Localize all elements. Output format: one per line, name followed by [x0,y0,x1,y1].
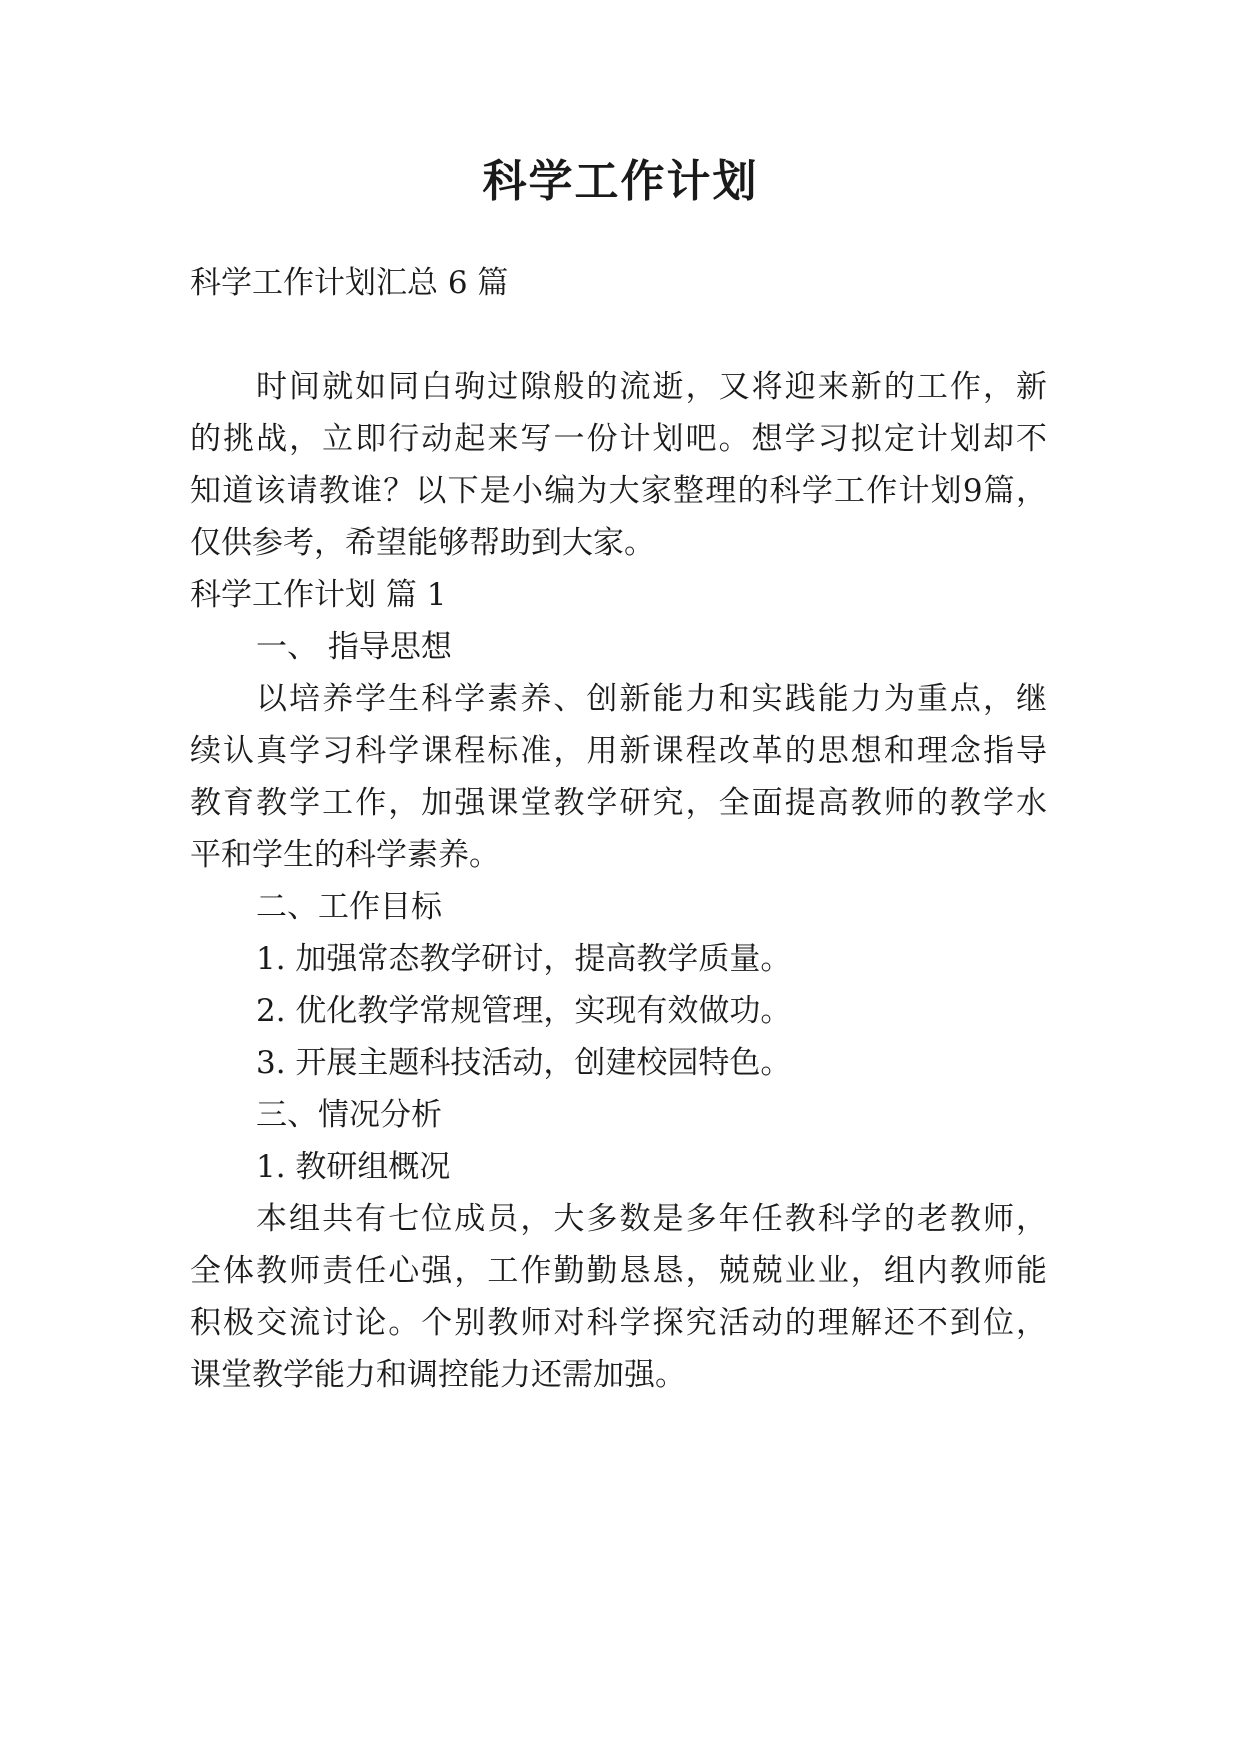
paragraph-line: 续认真学习科学课程标准，用新课程改革的思想和理念指导 [190,733,1047,769]
paragraph-line: 平和学生的科学素养。 [190,837,500,873]
intro-line: 知道该请教谁？以下是小编为大家整理的科学工作计划9篇， [190,473,1047,509]
goal-item: 3. 开展主题科技活动，创建校园特色。 [256,1045,792,1081]
intro-line: 仅供参考，希望能够帮助到大家。 [190,525,655,561]
goal-item: 2. 优化教学常规管理，实现有效做功。 [256,993,792,1029]
paragraph-line: 教育教学工作，加强课堂教学研究，全面提高教师的教学水 [190,785,1047,821]
paragraph-line: 本组共有七位成员，大多数是多年任教科学的老教师， [256,1201,1047,1237]
heading-work-goals: 二、工作目标 [256,889,442,925]
section-heading: 科学工作计划 篇 1 [190,577,447,613]
paragraph-line: 全体教师责任心强，工作勤勤恳恳，兢兢业业，组内教师能 [190,1253,1047,1289]
heading-guiding-thought: 一、 指导思想 [256,629,452,665]
page-title: 科学工作计划 [482,156,759,207]
goal-item: 1. 加强常态教学研讨，提高教学质量。 [256,941,792,977]
intro-line: 的挑战，立即行动起来写一份计划吧。想学习拟定计划却不 [190,421,1047,457]
paragraph-line: 以培养学生科学素养、创新能力和实践能力为重点，继 [256,681,1047,717]
sub-heading: 1. 教研组概况 [256,1149,451,1185]
intro-line: 时间就如同白驹过隙般的流逝，又将迎来新的工作，新 [256,369,1047,405]
heading-situation-analysis: 三、情况分析 [256,1097,442,1133]
paragraph-line: 课堂教学能力和调控能力还需加强。 [190,1357,686,1393]
document-subtitle: 科学工作计划汇总 6 篇 [190,265,509,301]
paragraph-line: 积极交流讨论。个别教师对科学探究活动的理解还不到位， [190,1305,1047,1341]
